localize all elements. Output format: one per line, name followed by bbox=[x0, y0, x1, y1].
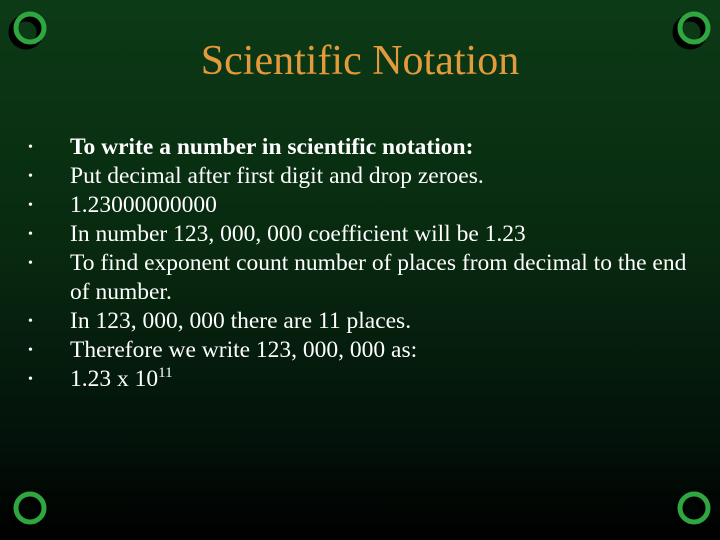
bullet-text: Put decimal after first digit and drop zeroes. bbox=[70, 163, 484, 189]
list-item bbox=[22, 307, 692, 336]
bullet-icon: • bbox=[28, 314, 33, 329]
bullet-icon: • bbox=[28, 169, 33, 184]
bullet-icon: • bbox=[28, 227, 33, 242]
list-item bbox=[22, 133, 692, 162]
list-item bbox=[22, 162, 692, 191]
list-item bbox=[22, 336, 692, 365]
bullet-icon: • bbox=[28, 256, 33, 271]
list-item bbox=[22, 220, 692, 249]
bullet-icon: • bbox=[28, 343, 33, 358]
bullet-icon: • bbox=[28, 372, 33, 387]
bullet-icon: • bbox=[28, 198, 33, 213]
bullet-text: To write a number in scientific notation: bbox=[70, 134, 474, 160]
list-item bbox=[22, 365, 692, 394]
coefficient-base: 1.23 x 10 bbox=[70, 366, 159, 392]
exponent: 11 bbox=[158, 365, 173, 381]
bullet-text: To find exponent count number of places from decimal to the end of number. bbox=[70, 250, 687, 305]
bullet-list bbox=[22, 133, 692, 394]
list-item bbox=[22, 249, 692, 307]
bullet-icon: • bbox=[28, 140, 33, 155]
scientific-notation-result bbox=[70, 365, 692, 394]
bullet-text: Therefore we write 123, 000, 000 as: bbox=[70, 337, 418, 363]
bullet-text: In 123, 000, 000 there are 11 places. bbox=[70, 308, 412, 334]
bullet-text: In number 123, 000, 000 coefficient will be 1.23 bbox=[70, 221, 526, 247]
green-ring-icon bbox=[672, 490, 712, 530]
green-ring-icon bbox=[8, 490, 48, 530]
list-item bbox=[22, 191, 692, 220]
slide-title: Scientific Notation bbox=[200, 38, 520, 84]
bullet-text: 1.23000000000 bbox=[70, 192, 217, 218]
